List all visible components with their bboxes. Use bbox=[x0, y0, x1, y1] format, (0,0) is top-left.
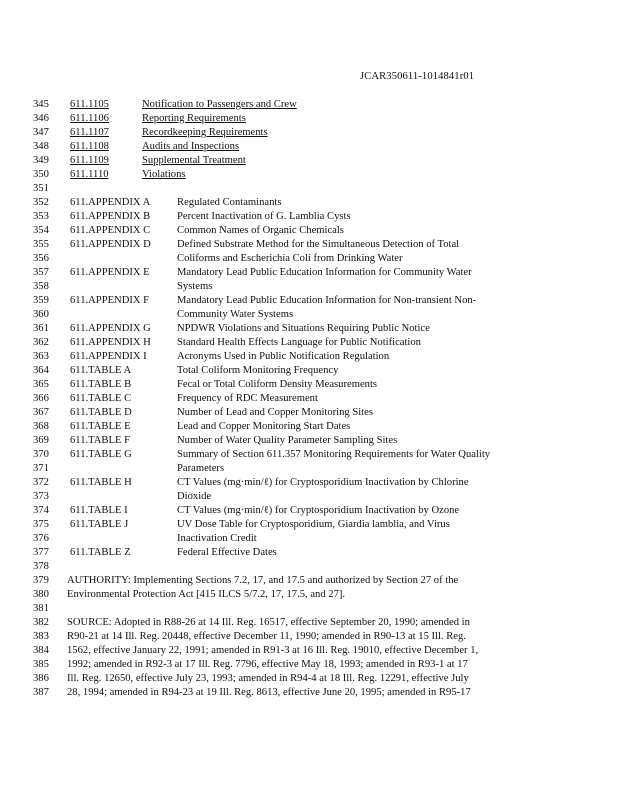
line-number: 384 bbox=[33, 645, 49, 656]
table-number: 611.TABLE J bbox=[70, 519, 129, 530]
authority-text: Environmental Protection Act [415 ILCS 5/7.2, 17, 17.5, and 27]. bbox=[67, 589, 346, 600]
line-number: 350 bbox=[33, 169, 49, 180]
section-title-link[interactable]: Audits and Inspections bbox=[142, 141, 240, 152]
authority-text: AUTHORITY: Implementing Sections 7.2, 17, and 17.5 and authorized by Section 27 of the bbox=[67, 575, 459, 586]
line-number: 379 bbox=[33, 575, 49, 586]
table-number: 611.TABLE Z bbox=[70, 547, 131, 558]
appendix-title: Common Names of Organic Chemicals bbox=[177, 225, 344, 236]
line-number: 386 bbox=[33, 673, 49, 684]
section-number-link[interactable]: 611.1109 bbox=[70, 155, 109, 166]
table-number: 611.TABLE I bbox=[70, 505, 128, 516]
appendix-title: Acronyms Used in Public Notification Regulation bbox=[177, 351, 390, 362]
section-title-link[interactable]: Reporting Requirements bbox=[142, 113, 246, 124]
line-number: 373 bbox=[33, 491, 49, 502]
line-number: 371 bbox=[33, 463, 49, 474]
line-number: 385 bbox=[33, 659, 49, 670]
line-number: 370 bbox=[33, 449, 49, 460]
appendix-title: Mandatory Lead Public Education Information for Community Water bbox=[177, 267, 472, 278]
line-number: 355 bbox=[33, 239, 49, 250]
line-number: 369 bbox=[33, 435, 49, 446]
line-number: 368 bbox=[33, 421, 49, 432]
section-title-link[interactable]: Recordkeeping Requirements bbox=[142, 127, 268, 138]
appendix-title: Defined Substrate Method for the Simultaneous Detection of Total bbox=[177, 239, 460, 250]
table-number: 611.TABLE H bbox=[70, 477, 132, 488]
table-title: Number of Water Quality Parameter Sampling Sites bbox=[177, 435, 398, 446]
source-text: SOURCE: Adopted in R88-26 at 14 Ill. Reg. 16517, effective September 20, 1990; amended in bbox=[67, 617, 470, 628]
source-text: 1562, effective January 22, 1991; amended in R91-3 at 16 Ill. Reg. 19010, effective December 1, bbox=[67, 645, 479, 656]
section-title-link[interactable]: Violations bbox=[142, 169, 186, 180]
appendix-number: 611.APPENDIX C bbox=[70, 225, 151, 236]
section-number-link[interactable]: 611.1107 bbox=[70, 127, 109, 138]
source-text: 28, 1994; amended in R94-23 at 19 Ill. Reg. 8613, effective June 20, 1995; amended in R95-17 bbox=[67, 687, 471, 698]
table-title: Total Coliform Monitoring Frequency bbox=[177, 365, 339, 376]
appendix-number: 611.APPENDIX A bbox=[70, 197, 151, 208]
appendix-number: 611.APPENDIX E bbox=[70, 267, 150, 278]
appendix-title: Standard Health Effects Language for Public Notification bbox=[177, 337, 421, 348]
section-number-link[interactable]: 611.1110 bbox=[70, 169, 109, 180]
appendix-number: 611.APPENDIX B bbox=[70, 211, 151, 222]
line-number: 346 bbox=[33, 113, 49, 124]
line-number: 349 bbox=[33, 155, 49, 166]
line-number: 347 bbox=[33, 127, 49, 138]
appendix-number: 611.APPENDIX F bbox=[70, 295, 150, 306]
table-title: UV Dose Table for Cryptosporidium, Giardia lamblia, and Virus bbox=[177, 519, 450, 530]
appendix-title: Coliforms and Escherichia Coli from Drinking Water bbox=[177, 253, 403, 264]
table-number: 611.TABLE A bbox=[70, 365, 132, 376]
line-number: 354 bbox=[33, 225, 49, 236]
line-number: 357 bbox=[33, 267, 49, 278]
line-number: 374 bbox=[33, 505, 49, 516]
table-title: Summary of Section 611.357 Monitoring Requirements for Water Quality bbox=[177, 449, 491, 460]
section-number-link[interactable]: 611.1106 bbox=[70, 113, 109, 124]
appendix-number: 611.APPENDIX H bbox=[70, 337, 151, 348]
line-number: 345 bbox=[33, 99, 49, 110]
document-code-header: JCAR350611-1014841r01 bbox=[360, 71, 475, 82]
source-text: 1992; amended in R92-3 at 17 Ill. Reg. 7796, effective May 18, 1993; amended in R93-1 at 17 bbox=[67, 659, 468, 670]
appendix-number: 611.APPENDIX G bbox=[70, 323, 151, 334]
table-title: CT Values (mg·min/ℓ) for Cryptosporidium Inactivation by Chlorine bbox=[177, 477, 469, 488]
line-number: 372 bbox=[33, 477, 49, 488]
line-number: 351 bbox=[33, 183, 49, 194]
table-title: Parameters bbox=[177, 463, 225, 474]
appendix-title: Percent Inactivation of G. Lamblia Cysts bbox=[177, 211, 351, 222]
appendix-number: 611.APPENDIX D bbox=[70, 239, 151, 250]
line-number: 366 bbox=[33, 393, 49, 404]
line-number: 365 bbox=[33, 379, 49, 390]
line-number: 359 bbox=[33, 295, 49, 306]
appendix-title: Community Water Systems bbox=[177, 309, 294, 320]
line-number: 363 bbox=[33, 351, 49, 362]
table-title: Dioxide bbox=[177, 491, 212, 502]
table-title: Lead and Copper Monitoring Start Dates bbox=[177, 421, 351, 432]
table-title: Fecal or Total Coliform Density Measurements bbox=[177, 379, 378, 390]
section-title-link[interactable]: Supplemental Treatment bbox=[142, 155, 246, 166]
line-number: 367 bbox=[33, 407, 49, 418]
line-number: 364 bbox=[33, 365, 49, 376]
appendix-title: Mandatory Lead Public Education Information for Non-transient Non- bbox=[177, 295, 477, 306]
section-title-link[interactable]: Notification to Passengers and Crew bbox=[142, 99, 297, 110]
line-number: 382 bbox=[33, 617, 49, 628]
section-number-link[interactable]: 611.1108 bbox=[70, 141, 109, 152]
line-number: 387 bbox=[33, 687, 49, 698]
line-number: 362 bbox=[33, 337, 49, 348]
appendix-title: NPDWR Violations and Situations Requiring Public Notice bbox=[177, 323, 430, 334]
line-number: 375 bbox=[33, 519, 49, 530]
table-number: 611.TABLE E bbox=[70, 421, 131, 432]
line-number: 356 bbox=[33, 253, 49, 264]
line-number: 352 bbox=[33, 197, 49, 208]
section-number-link[interactable]: 611.1105 bbox=[70, 99, 109, 110]
line-number: 381 bbox=[33, 603, 49, 614]
source-text: Ill. Reg. 12650, effective July 23, 1993; amended in R94-4 at 18 Ill. Reg. 12291, effective July bbox=[67, 673, 469, 684]
line-number: 360 bbox=[33, 309, 49, 320]
table-number: 611.TABLE C bbox=[70, 393, 132, 404]
source-text: R90-21 at 14 Ill. Reg. 20448, effective December 11, 1990; amended in R90-13 at 15 Ill. Reg. bbox=[67, 631, 466, 642]
line-number: 377 bbox=[33, 547, 49, 558]
table-number: 611.TABLE B bbox=[70, 379, 132, 390]
line-number: 380 bbox=[33, 589, 49, 600]
table-title: Frequency of RDC Measurement bbox=[177, 393, 318, 404]
table-number: 611.TABLE G bbox=[70, 449, 132, 460]
table-title: Inactivation Credit bbox=[177, 533, 257, 544]
line-number: 376 bbox=[33, 533, 49, 544]
table-title: CT Values (mg·min/ℓ) for Cryptosporidium Inactivation by Ozone bbox=[177, 505, 460, 516]
appendix-number: 611.APPENDIX I bbox=[70, 351, 147, 362]
table-title: Federal Effective Dates bbox=[177, 547, 277, 558]
line-number: 378 bbox=[33, 561, 49, 572]
appendix-title: Regulated Contaminants bbox=[177, 197, 282, 208]
line-number: 353 bbox=[33, 211, 49, 222]
appendix-title: Systems bbox=[177, 281, 213, 292]
line-number: 361 bbox=[33, 323, 49, 334]
line-number: 348 bbox=[33, 141, 49, 152]
table-number: 611.TABLE D bbox=[70, 407, 132, 418]
table-title: Number of Lead and Copper Monitoring Sites bbox=[177, 407, 373, 418]
line-number: 383 bbox=[33, 631, 49, 642]
table-number: 611.TABLE F bbox=[70, 435, 130, 446]
line-number: 358 bbox=[33, 281, 49, 292]
